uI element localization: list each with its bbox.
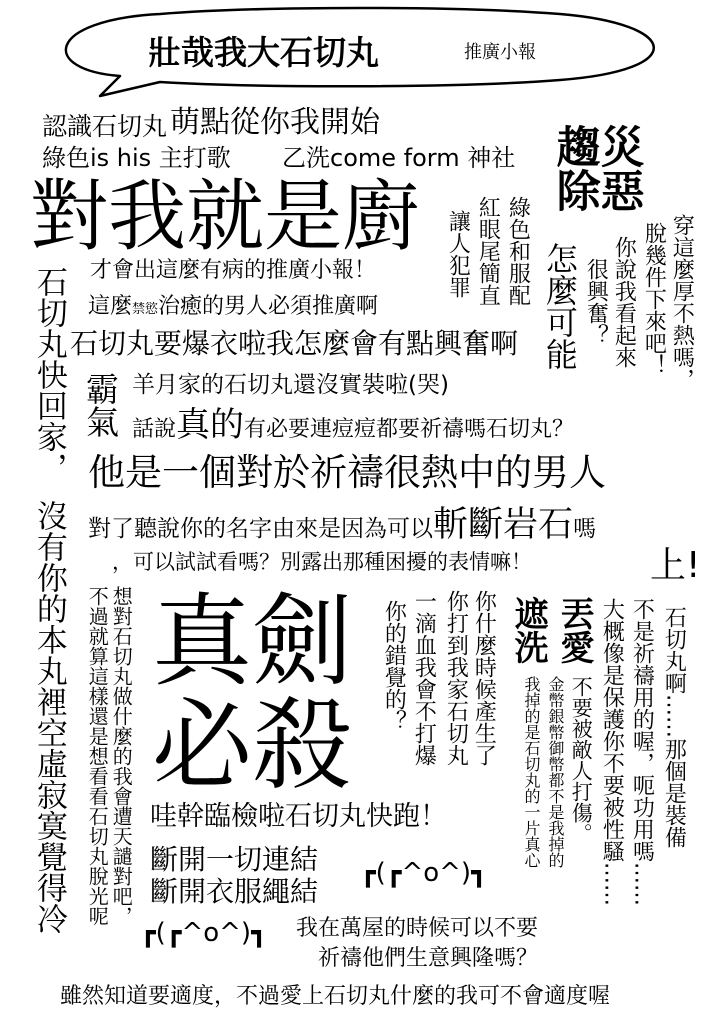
vertical-crime: 讓人犯罪 (445, 210, 471, 298)
line-pray-b: 真的 (176, 405, 245, 445)
intro-line-2b: 乙洗come form 神社 (282, 144, 516, 172)
vertical-left-2: 沒有你的本丸裡空虛寂寞覺得冷 (30, 500, 67, 934)
headline-certain-kill: 必殺 (152, 687, 352, 804)
line-cut-1: 斷開一切連結 (150, 843, 319, 876)
intro-line-1b: 萌點從你我開始 (170, 105, 380, 140)
line-run: 哇幹臨檢啦石切丸快跑！ (150, 801, 447, 832)
header-subtitle: 推廣小報 (464, 42, 536, 63)
header-title: 壯哉我大石切丸 (148, 33, 379, 72)
vertical-green-kimono: 綠色和服配 (505, 196, 531, 306)
line-name-c: 嗎 (573, 516, 597, 542)
vertical-red-eyes: 紅眼尾簡直 (475, 196, 501, 306)
line-hitsuji: 羊月家的石切丸還沒實裝啦(哭) (132, 372, 449, 398)
vertical-excited-2: 你說我看起來 (611, 236, 637, 368)
vertical-want-2: 不過就算這樣還是想看看石切丸脫光呢 (85, 586, 110, 926)
headline-kitchen: 對我就是廚 (30, 172, 421, 262)
line-pray-a: 話說 (132, 417, 177, 442)
vertical-hot-1: 穿這麼厚不熱嗎， (669, 214, 695, 390)
vertical-trend: 趨除 (548, 124, 600, 212)
vertical-disaster: 災惡 (592, 124, 644, 212)
line-name-b: 斬斷岩石 (433, 505, 574, 545)
line-pray-c: 有必要連痘痘都要祈禱嗎石切丸？ (244, 417, 575, 442)
line-bottom: 雖然知道要適度，不過愛上石切丸什麼的我可不會適度喔 (60, 984, 611, 1009)
vertical-cover: 遮洗 (508, 596, 549, 664)
intro-line-2a: 綠色is his 主打歌 (42, 144, 231, 172)
line-heal-small: 禁慾 (132, 302, 159, 317)
kaomoji-1: ┏(┏^o^)┓ (360, 858, 487, 888)
vertical-not-pray: 不是祈禱用的喔，呃功用嗎…… (629, 598, 655, 906)
vertical-protect: 大概像是保護你不要被性騷…… (599, 598, 625, 906)
vertical-illusion-2: 你打到我家石切丸 (443, 590, 469, 766)
vertical-impossible: 怎麼可能 (540, 242, 579, 370)
line-try: ，可以試試看嗎？別露出那種困擾的表情嘛！ (112, 550, 532, 574)
line-heal-a: 這麼 (88, 294, 133, 319)
line-name-a: 對了聽說你的名字由來是因為可以 (88, 516, 433, 542)
vertical-illusion-4: 你的錯覺的？ (381, 600, 407, 732)
vertical-mine: 我掉的是石切丸的一片真心 (521, 676, 541, 868)
line-heal (88, 296, 378, 318)
line-shop-2: 祈禱他們生意興隆嗎？ (318, 946, 539, 971)
vertical-excited-1: 很興奮？ (583, 258, 609, 346)
line-shop-1: 我在萬屋的時候可以不要 (296, 916, 539, 941)
line-up: 上! (650, 545, 701, 586)
line-pray (132, 405, 575, 445)
vertical-injured: 不要被敵人打傷。 (569, 676, 594, 844)
line-burst: 石切丸要爆衣啦我怎麼會有點興奮啊 (70, 327, 519, 360)
vertical-illusion-3: 一滴血我會不打爆 (411, 590, 437, 766)
vertical-coins: 金幣銀幣御幣都不是我掉的 (545, 676, 565, 868)
vertical-overlord: 霸氣 (80, 372, 120, 438)
kaomoji-2: ┏(┏^o^)┓ (140, 918, 267, 948)
intro-line-1a: 認識石切丸 (42, 112, 168, 141)
line-name (88, 505, 597, 545)
line-pray-man: 他是一個對於祈禱很熱中的男人 (88, 451, 606, 494)
line-cut-2: 斷開衣服繩結 (150, 875, 319, 908)
line-sick-newspaper: 才會出這麼有病的推廣小報！ (90, 258, 377, 283)
vertical-that-is-equip: 石切丸啊……那個是裝備 (661, 606, 687, 848)
headline-true-sword: 真劍 (152, 583, 352, 700)
vertical-illusion-1: 你什麼時候產生了 (471, 590, 497, 766)
vertical-left-1: 石切丸快回家， (30, 266, 67, 483)
vertical-hot-2: 脫幾件下來吧！ (641, 222, 667, 376)
line-heal-b: 治癒的男人必須推廣啊 (158, 294, 379, 319)
vertical-want-1: 想對石切丸做什麼的我會遭天譴對吧， (109, 586, 134, 926)
vertical-throw-love: 丟愛 (554, 596, 595, 664)
